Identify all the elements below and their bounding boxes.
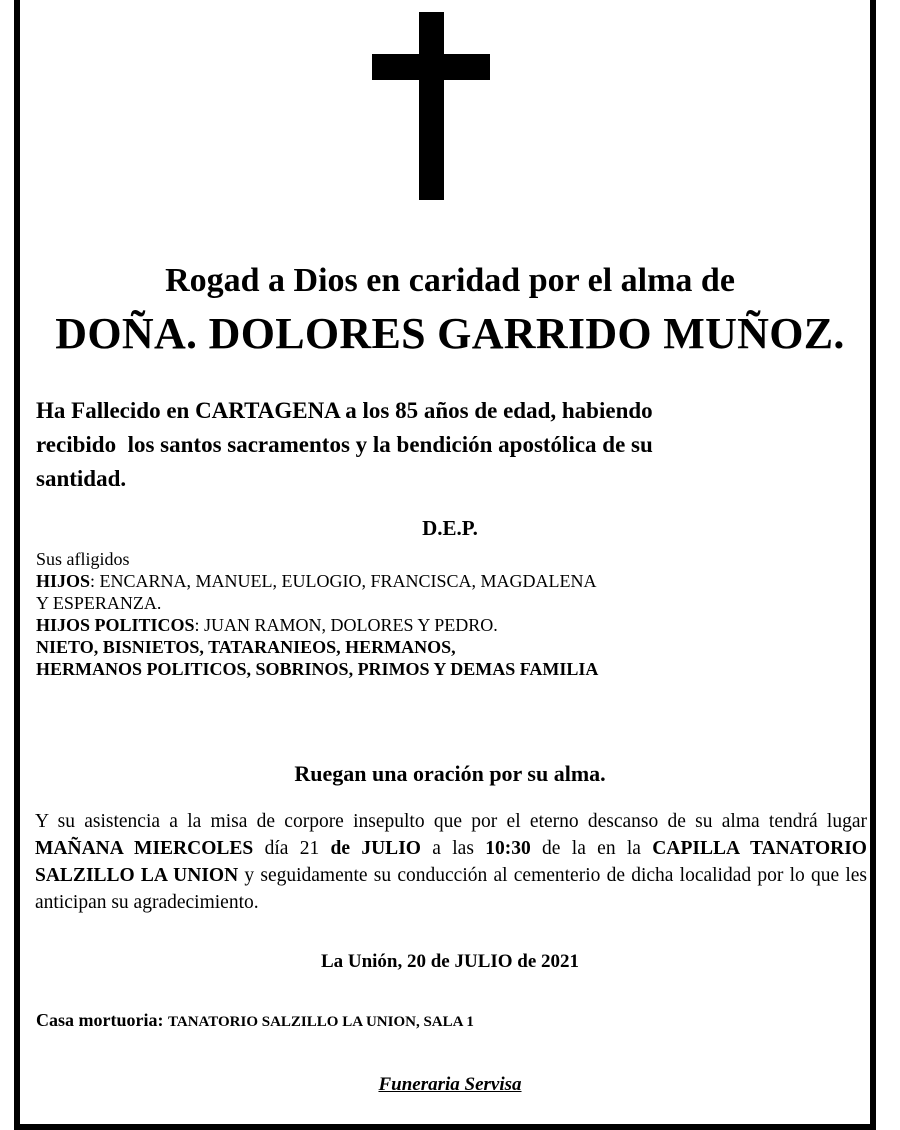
mass-time: 10:30: [485, 838, 531, 859]
dep-heading: D.E.P.: [422, 516, 478, 540]
prayer-request: Ruegan una oración por su alma.: [294, 761, 606, 786]
mass-text-3: a las: [420, 838, 486, 859]
politicos-label: HIJOS POLITICOS: [36, 615, 195, 635]
hijos-names: : ENCARNA, MANUEL, EULOGIO, FRANCISCA, MAGDALENA: [90, 571, 597, 591]
mass-text-1: Y su asistencia a la misa de corpore insepulto que por el eterno descanso de su alma tendrá lugar: [35, 811, 867, 832]
place-date: La Unión, 20 de JULIO de 2021: [320, 951, 580, 972]
afligidos-line: Sus afligidos: [36, 549, 130, 569]
extended-family-text-2: HERMANOS POLITICOS, SOBRINOS, PRIMOS Y DEMAS FAMILIA: [36, 659, 599, 679]
hijos-label: HIJOS: [36, 571, 91, 591]
hijos-line-2: Y ESPERANZA.: [36, 593, 162, 613]
extended-family-line-2: [36, 658, 866, 680]
extended-family-line-1: [36, 636, 866, 658]
hijos-line: [36, 570, 866, 592]
politicos-line: [36, 614, 866, 636]
deceased-name: DOÑA. DOLORES GARRIDO MUÑOZ.: [55, 309, 845, 358]
intro-line-2: recibido los santos sacramentos y la bendición apostólica de su: [36, 432, 653, 457]
mass-location: CAPILLA TANATORIO SALZILLO LA UNION: [35, 838, 867, 886]
mass-details: [35, 808, 867, 916]
mass-month: de JULIO: [330, 838, 421, 859]
mass-text-4: de la en la: [530, 838, 653, 859]
heading-prayer-line: Rogad a Dios en caridad por el alma de: [165, 262, 735, 299]
extended-family-text-1: NIETO, BISNIETOS, TATARANIEOS, HERMANOS,: [36, 637, 456, 657]
casa-mortuoria: [36, 1010, 474, 1031]
funeral-home: Funeraria Servisa: [378, 1074, 522, 1095]
casa-label: Casa mortuoria:: [36, 1010, 164, 1030]
politicos-names: : JUAN RAMON, DOLORES Y PEDRO.: [194, 615, 498, 635]
mass-text-2: día 21: [253, 838, 331, 859]
mass-text-5: y seguidamente su conducción al cementerio de dicha localidad por lo que les anticipan su agradecimiento.: [35, 865, 867, 913]
intro-line-1: Ha Fallecido en CARTAGENA a los 85 años de edad, habiendo: [36, 398, 653, 423]
cross-vertical-bar: [419, 12, 444, 200]
intro-line-3: santidad.: [36, 466, 127, 491]
casa-value: TANATORIO SALZILLO LA UNION, SALA 1: [167, 1014, 474, 1030]
death-announcement: [36, 394, 856, 496]
cross-horizontal-bar: [372, 54, 490, 80]
family-list: [36, 548, 866, 680]
mass-day: MAÑANA MIERCOLES: [35, 838, 254, 859]
